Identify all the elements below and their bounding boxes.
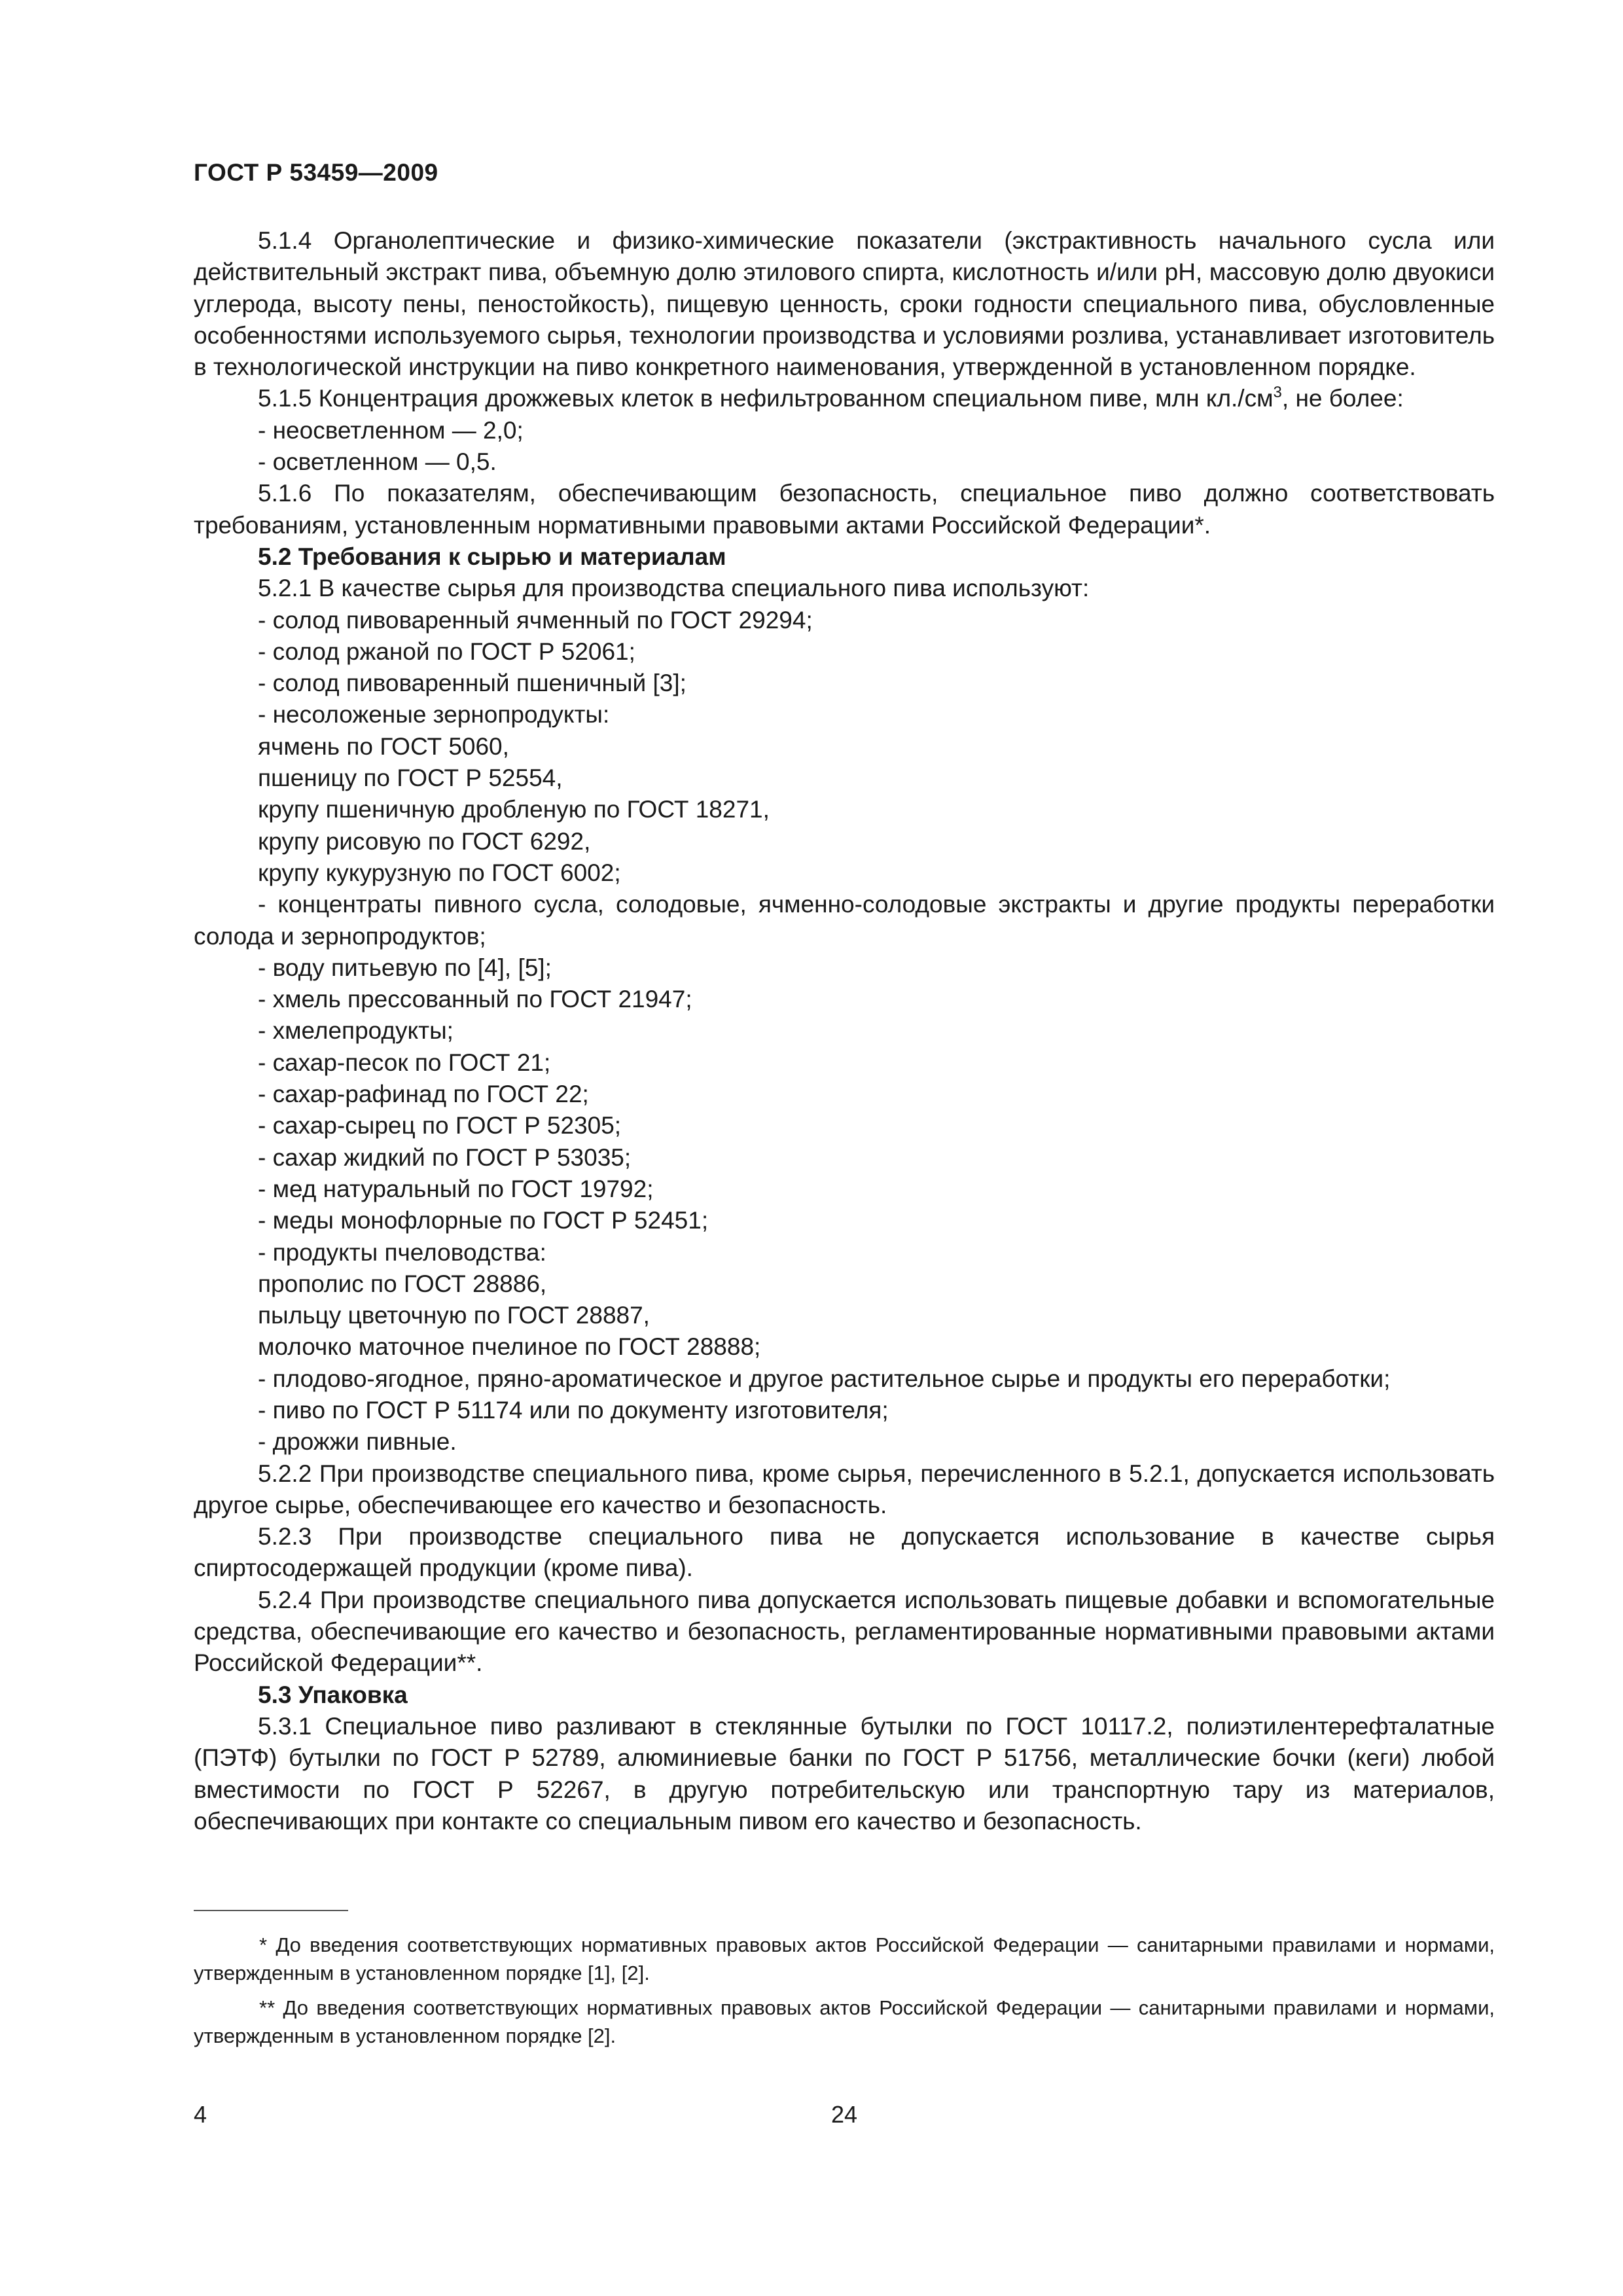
list-item: - пиво по ГОСТ Р 51174 или по документу изготовителя; xyxy=(258,1396,889,1424)
list-item: - воду питьевую по [4], [5]; xyxy=(258,954,552,981)
paragraph-5-2-1: 5.2.1 В качестве сырья для производства специального пива используют: xyxy=(258,575,1090,602)
document-body xyxy=(194,225,1495,1837)
paragraph-5-3-1: 5.3.1 Специальное пиво разливают в стеклянные бутылки по ГОСТ 10117.2, полиэтилентерефталатные (ПЭТФ) бутылки по ГОСТ Р 52789, алюминиевые банки по ГОСТ Р 51756, металлические бочки (кеги) любой вместимости по ГОСТ Р 52267, в другую потребительскую или транспортную тару из материалов, обеспечивающих при контакте со специальным пивом его качество и безопасность. xyxy=(194,1712,1495,1835)
paragraph-5-1-5-tail: , не более: xyxy=(1281,385,1404,412)
paragraph-5-1-4: 5.1.4 Органолептические и физико-химические показатели (экстрактивность начального сусла или действительный экстракт пива, объемную долю этилового спирта, кислотность и/или pH, массовую долю двуокиси углерода, высоту пены, пеностойкость), пищевую ценность, сроки годности специального пива, обусловленные особенностями используемого сырья, технологии производства и условиями розлива, устанавливает изготовитель в технологической инструкции на пиво конкретного наименования, утвержденной в установленном порядке. xyxy=(194,227,1495,381)
sub-list-item: крупу кукурузную по ГОСТ 6002; xyxy=(258,859,621,886)
sub-list-item: крупу рисовую по ГОСТ 6292, xyxy=(258,827,591,855)
list-item: - сахар-песок по ГОСТ 21; xyxy=(258,1049,551,1076)
footnote-divider xyxy=(194,1910,348,1911)
paragraph-5-1-5-text: 5.1.5 Концентрация дрожжевых клеток в нефильтрованном специальном пиве, млн кл./см xyxy=(258,385,1274,412)
sub-list-item: пыльцу цветочную по ГОСТ 28887, xyxy=(258,1302,650,1329)
sub-list-item: прополис по ГОСТ 28886, xyxy=(258,1270,547,1297)
list-item: - концентраты пивного сусла, солодовые, ячменно-солодовые экстракты и другие продукты переработки солода и зернопродуктов; xyxy=(194,891,1495,950)
list-item: - хмелепродукты; xyxy=(258,1017,454,1045)
paragraph-5-2-2: 5.2.2 При производстве специального пива, кроме сырья, перечисленного в 5.2.1, допускается использовать другое сырье, обеспечивающее его качество и безопасность. xyxy=(194,1460,1495,1518)
sub-list-item: пшеницу по ГОСТ Р 52554, xyxy=(258,764,563,792)
list-item: - хмель прессованный по ГОСТ 21947; xyxy=(258,986,692,1013)
list-item: - солод пивоваренный пшеничный [3]; xyxy=(258,670,687,697)
list-item: - мед натуральный по ГОСТ 19792; xyxy=(258,1175,654,1202)
list-item: - осветленном — 0,5. xyxy=(258,448,497,476)
list-item: - дрожжи пивные. xyxy=(258,1428,457,1456)
list-item: - продукты пчеловодства: xyxy=(258,1238,546,1266)
list-item: - неосветленном — 2,0; xyxy=(258,416,524,444)
list-item: - солод ржаной по ГОСТ Р 52061; xyxy=(258,637,635,665)
footnotes xyxy=(194,1931,1495,2056)
footnote-1: * До введения соответствующих нормативных правовых актов Российской Федерации — санитарными правилами и нормами, утвержденным в установленном порядке [1], [2]. xyxy=(194,1933,1495,1984)
sub-list-item: ячмень по ГОСТ 5060, xyxy=(258,732,509,760)
list-item: - сахар-рафинад по ГОСТ 22; xyxy=(258,1081,589,1108)
page-number-left: 4 xyxy=(194,2101,207,2128)
paragraph-5-2-3: 5.2.3 При производстве специального пива не допускается использование в качестве сырья спиртосодержащей продукции (кроме пива). xyxy=(194,1523,1495,1582)
section-heading-5-2: 5.2 Требования к сырью и материалам xyxy=(258,543,726,570)
sub-list-item: молочко маточное пчелиное по ГОСТ 28888; xyxy=(258,1333,761,1361)
document-header: ГОСТ Р 53459—2009 xyxy=(194,159,438,186)
page-number-center: 24 xyxy=(831,2101,858,2128)
list-item: - меды монофлорные по ГОСТ Р 52451; xyxy=(258,1207,709,1234)
superscript-3: 3 xyxy=(1273,384,1282,402)
list-item: - сахар-сырец по ГОСТ Р 52305; xyxy=(258,1112,622,1139)
paragraph-5-1-5 xyxy=(194,383,1495,414)
sub-list-item: крупу пшеничную дробленую по ГОСТ 18271, xyxy=(258,796,770,823)
list-item: - солод пивоваренный ячменный по ГОСТ 29294; xyxy=(258,606,813,634)
list-item: - сахар жидкий по ГОСТ Р 53035; xyxy=(258,1143,632,1171)
list-item: - несоложеные зернопродукты: xyxy=(258,701,610,728)
list-item: - плодово-ягодное, пряно-ароматическое и другое растительное сырье и продукты его переработки; xyxy=(258,1365,1391,1392)
paragraph-5-2-4: 5.2.4 При производстве специального пива допускается использовать пищевые добавки и вспомогательные средства, обеспечивающие его качество и безопасность, регламентированные нормативными правовыми актами Российской Федерации**. xyxy=(194,1586,1495,1677)
section-heading-5-3: 5.3 Упаковка xyxy=(258,1681,408,1708)
footnote-2: ** До введения соответствующих нормативных правовых актов Российской Федерации — санитарными правилами и нормами, утвержденным в установленном порядке [2]. xyxy=(194,1996,1495,2047)
paragraph-5-1-6: 5.1.6 По показателям, обеспечивающим безопасность, специальное пиво должно соответствовать требованиям, установленным нормативными правовыми актами Российской Федерации*. xyxy=(194,480,1495,539)
